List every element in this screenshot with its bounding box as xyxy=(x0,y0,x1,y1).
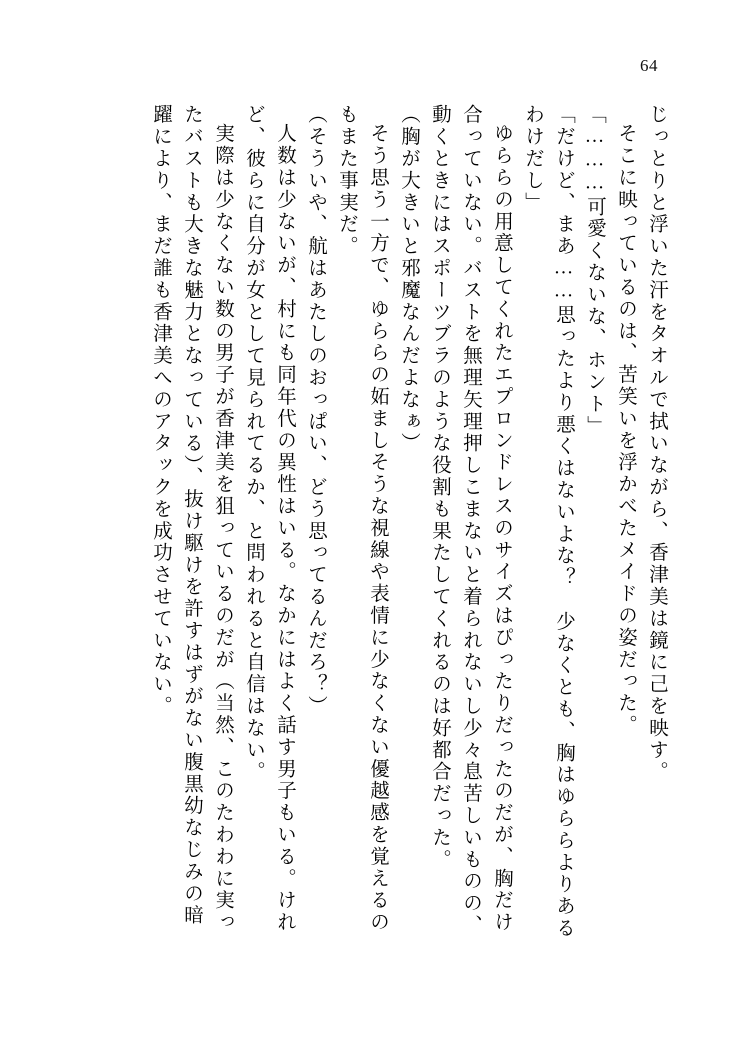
text-line: たバストも大きな魅力となっている）、抜け駆けを許すはずがない腹黒幼なじみの暗 xyxy=(181,104,202,927)
text-line: 合っていない。バストを無理矢理押しこまないと着られないし少々息苦しいものの、 xyxy=(460,104,481,937)
text-line: （そういや、航はあたしのおっぱい、どう思ってるんだろ？） xyxy=(305,104,326,718)
text-line: じっとりと浮いた汗をタオルで拭いながら、香津美は鏡に己を映す。 xyxy=(646,104,667,783)
text-line: ど、彼らに自分が女として見られてるか、と問われると自信はない。 xyxy=(243,104,264,783)
page-number: 64 xyxy=(640,56,658,75)
text-line: （胸が大きいと邪魔なんだよなぁ） xyxy=(398,104,419,455)
body-text-block xyxy=(60,104,672,966)
text-line: もまた事実だ。 xyxy=(336,104,357,258)
text-line: わけだし」 xyxy=(522,104,543,214)
text-line: そう思う一方で、ゆららの妬ましそうな視線や表情に少なくない優越感を覚えるの xyxy=(367,123,388,934)
text-line: そこに映っているのは、苦笑いを浮かべたメイドの姿だった。 xyxy=(615,123,636,737)
text-line: 「………可愛くないな、ホント」 xyxy=(584,104,605,437)
text-line: 人数は少ないが、村にも同年代の異性はいる。なかにはよく話す男子もいる。けれ xyxy=(274,123,295,934)
text-line: 実際は少なくない数の男子が香津美を狙っているのだが（当然、このたわわに実っ xyxy=(212,123,233,934)
text-line: 躍により、まだ誰も香津美へのアタックを成功させていない。 xyxy=(150,104,171,718)
text-line: ゆららの用意してくれたエプロンドレスのサイズはぴったりだったのだが、胸だけ xyxy=(491,123,512,934)
text-line: 「だけど、まあ……思ったより悪くはないよな？ 少なくとも、胸はゆららよりある xyxy=(553,104,574,940)
text-line: 動くときにはスポーツブラのような役割も果たしてくれるのは好都合だった。 xyxy=(429,104,450,871)
